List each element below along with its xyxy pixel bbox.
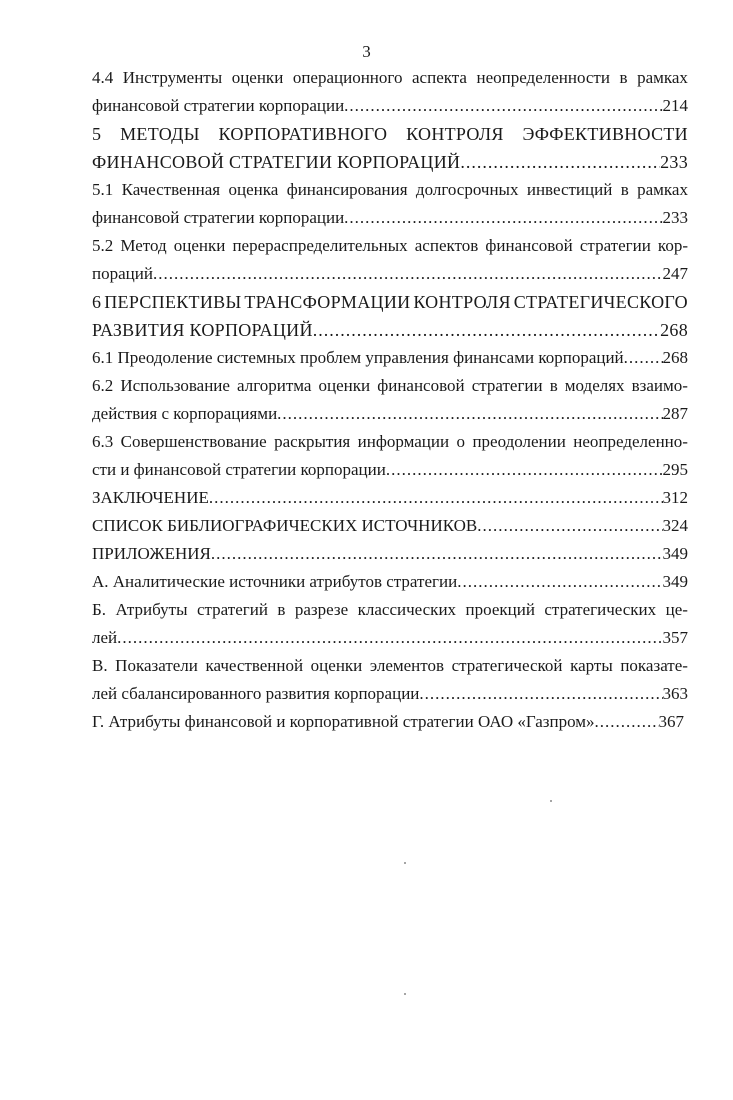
toc-entry-appendix-a xyxy=(92,568,688,596)
toc-word: Показатели xyxy=(115,656,198,675)
toc-word: 6.2 xyxy=(92,376,114,395)
toc-word: Атрибуты xyxy=(115,600,188,619)
toc-word: оценки xyxy=(231,68,284,87)
toc-word: финансовой xyxy=(485,236,573,255)
toc-word: стратегических xyxy=(544,600,657,619)
toc-entry-5-2-line-1 xyxy=(92,232,688,260)
dot-leader xyxy=(624,344,663,372)
toc-entry-appendix-v-line-1 xyxy=(92,652,688,680)
toc-page-number: 312 xyxy=(662,488,688,507)
toc-word: рамках xyxy=(637,68,688,87)
toc-word: стратегий xyxy=(196,600,268,619)
toc-word: алгоритма xyxy=(237,376,312,395)
toc-entry-appendix-g xyxy=(92,708,688,736)
dot-leader xyxy=(457,568,662,596)
toc-word: 6.3 xyxy=(92,432,114,451)
toc-word: ТРАНСФОРМАЦИИ xyxy=(244,292,411,312)
dot-leader xyxy=(386,456,663,484)
toc-entry-title: финансовой стратегии корпорации xyxy=(92,96,345,115)
toc-word: стратегической xyxy=(451,656,563,675)
toc-word: стратегии xyxy=(579,236,651,255)
toc-word: СТРАТЕГИЧЕСКОГО xyxy=(513,292,688,312)
toc-page-number: 363 xyxy=(662,684,688,703)
toc-word: 5.2 xyxy=(92,236,114,255)
toc-word: стратегии xyxy=(471,376,543,395)
toc-word: Совершенствование xyxy=(120,432,267,451)
toc-word: показате- xyxy=(620,656,688,675)
toc-word: оценка xyxy=(228,180,279,199)
dot-leader xyxy=(209,484,663,512)
toc-entry-title: лей xyxy=(92,628,118,647)
toc-page-number: 367 xyxy=(658,712,685,731)
toc-entry-appendix-v-line-2 xyxy=(92,680,688,708)
table-of-contents xyxy=(92,64,688,736)
toc-word: инвестиций xyxy=(526,180,613,199)
toc-word: неопределенно- xyxy=(573,432,688,451)
toc-entry-title: сти и финансовой стратегии корпорации xyxy=(92,460,386,479)
toc-page-number: 349 xyxy=(662,572,688,591)
toc-word: оценки xyxy=(173,236,226,255)
toc-word: операционного xyxy=(292,68,403,87)
toc-page-number: 295 xyxy=(662,460,688,479)
toc-word: в xyxy=(277,600,286,619)
toc-word: преодолении xyxy=(472,432,566,451)
toc-word: 5 xyxy=(92,124,102,144)
toc-entry-6-3-line-2 xyxy=(92,456,688,484)
toc-entry-title: СПИСОК БИБЛИОГРАФИЧЕСКИХ ИСТОЧНИКОВ xyxy=(92,516,478,535)
dot-leader xyxy=(117,624,662,652)
toc-word: в xyxy=(620,180,629,199)
toc-word: финансирования xyxy=(286,180,408,199)
toc-word: оценки xyxy=(318,376,371,395)
dot-leader xyxy=(460,148,660,176)
dot-leader xyxy=(477,512,662,540)
toc-entry-title: финансовой стратегии корпорации xyxy=(92,208,345,227)
toc-entry-appendix-b-line-2 xyxy=(92,624,688,652)
dot-leader xyxy=(277,400,662,428)
toc-word: финансовой xyxy=(377,376,465,395)
dot-leader xyxy=(153,260,663,288)
toc-word: аспектов xyxy=(414,236,479,255)
toc-word: МЕТОДЫ xyxy=(120,124,200,144)
toc-page-number: 287 xyxy=(662,404,688,423)
toc-word: элементов xyxy=(369,656,445,675)
toc-entry-6-2-line-2 xyxy=(92,400,688,428)
toc-entry-title: Г. Атрибуты финансовой и корпоративной стратегии ОАО «Газпром» xyxy=(92,712,595,731)
toc-entry-title: РАЗВИТИЯ КОРПОРАЦИЙ xyxy=(92,320,313,340)
toc-word: це- xyxy=(665,600,688,619)
toc-entry-5-1-line-1 xyxy=(92,176,688,204)
toc-word: о xyxy=(456,432,466,451)
toc-entry-title: ЗАКЛЮЧЕНИЕ xyxy=(92,488,209,507)
toc-entry-appendix-b-line-1 xyxy=(92,596,688,624)
dot-leader xyxy=(344,92,662,120)
toc-entry-5-line-1 xyxy=(92,120,688,148)
toc-page-number: 268 xyxy=(660,320,688,340)
toc-entry-6-2-line-1 xyxy=(92,372,688,400)
toc-word: КОНТРОЛЯ xyxy=(406,124,504,144)
dot-leader xyxy=(419,680,662,708)
toc-entry-appendices xyxy=(92,540,688,568)
toc-word: неопределенности xyxy=(476,68,610,87)
toc-word: кор- xyxy=(657,236,688,255)
toc-entry-6-1 xyxy=(92,344,688,372)
dot-leader xyxy=(595,708,659,736)
toc-word: долгосрочных xyxy=(415,180,519,199)
toc-entry-title: действия с корпорациями xyxy=(92,404,278,423)
toc-word: Качественная xyxy=(121,180,221,199)
toc-word: в xyxy=(619,68,628,87)
toc-word: оценки xyxy=(310,656,363,675)
toc-word: проекций xyxy=(465,600,535,619)
toc-page-number: 324 xyxy=(662,516,688,535)
toc-entry-bibliography xyxy=(92,512,688,540)
toc-word: моделях xyxy=(564,376,625,395)
toc-word: 4.4 xyxy=(92,68,114,87)
toc-word: КОРПОРАТИВНОГО xyxy=(218,124,388,144)
toc-entry-title: лей сбалансированного развития корпорации xyxy=(92,684,420,703)
toc-entry-title: 6.1 Преодоление системных проблем управления финансами корпораций xyxy=(92,348,624,367)
toc-page-number: 233 xyxy=(662,208,688,227)
toc-entry-5-line-2 xyxy=(92,148,688,176)
toc-word: Инструменты xyxy=(122,68,223,87)
toc-entry-title: А. Аналитические источники атрибутов стратегии xyxy=(92,572,458,591)
toc-page-number: 233 xyxy=(660,152,688,172)
toc-word: 6 xyxy=(92,292,102,312)
toc-page-number: 357 xyxy=(662,628,688,647)
toc-entry-conclusion xyxy=(92,484,688,512)
dot-leader xyxy=(313,316,660,344)
toc-word: взаимо- xyxy=(631,376,688,395)
toc-word: классических xyxy=(357,600,457,619)
toc-word: Б. xyxy=(92,600,107,619)
toc-entry-title: пораций xyxy=(92,264,153,283)
dot-leader xyxy=(344,204,662,232)
toc-word: 5.1 xyxy=(92,180,114,199)
toc-page-number: 247 xyxy=(662,264,688,283)
toc-page-number: 349 xyxy=(662,544,688,563)
toc-word: карты xyxy=(570,656,613,675)
toc-entry-6-line-2 xyxy=(92,316,688,344)
toc-entry-6-3-line-1 xyxy=(92,428,688,456)
toc-entry-title: ФИНАНСОВОЙ СТРАТЕГИИ КОРПОРАЦИЙ xyxy=(92,152,461,172)
toc-word: качественной xyxy=(205,656,304,675)
toc-word: ЭФФЕКТИВНОСТИ xyxy=(522,124,688,144)
scan-speck xyxy=(404,862,406,864)
toc-word: в xyxy=(549,376,558,395)
toc-page-number: 214 xyxy=(662,96,688,115)
scan-speck xyxy=(404,993,406,995)
toc-word: ПЕРСПЕКТИВЫ xyxy=(104,292,242,312)
toc-entry-6-line-1 xyxy=(92,288,688,316)
dot-leader xyxy=(211,540,663,568)
toc-entry-4-4-line-2 xyxy=(92,92,688,120)
toc-entry-title: ПРИЛОЖЕНИЯ xyxy=(92,544,211,563)
page-number: 3 xyxy=(362,42,371,61)
toc-word: аспекта xyxy=(412,68,467,87)
toc-word: Метод xyxy=(120,236,167,255)
toc-word: Использование xyxy=(120,376,230,395)
toc-word: разрезе xyxy=(294,600,349,619)
toc-word: КОНТРОЛЯ xyxy=(413,292,511,312)
toc-word: раскрытия xyxy=(274,432,351,451)
toc-word: рамках xyxy=(637,180,688,199)
toc-word: перераспределительных xyxy=(232,236,408,255)
scan-speck xyxy=(550,800,552,802)
toc-page-number: 268 xyxy=(662,348,688,367)
toc-entry-5-1-line-2 xyxy=(92,204,688,232)
toc-entry-4-4-line-1 xyxy=(92,64,688,92)
toc-entry-5-2-line-2 xyxy=(92,260,688,288)
toc-word: информации xyxy=(357,432,450,451)
toc-word: В. xyxy=(92,656,108,675)
